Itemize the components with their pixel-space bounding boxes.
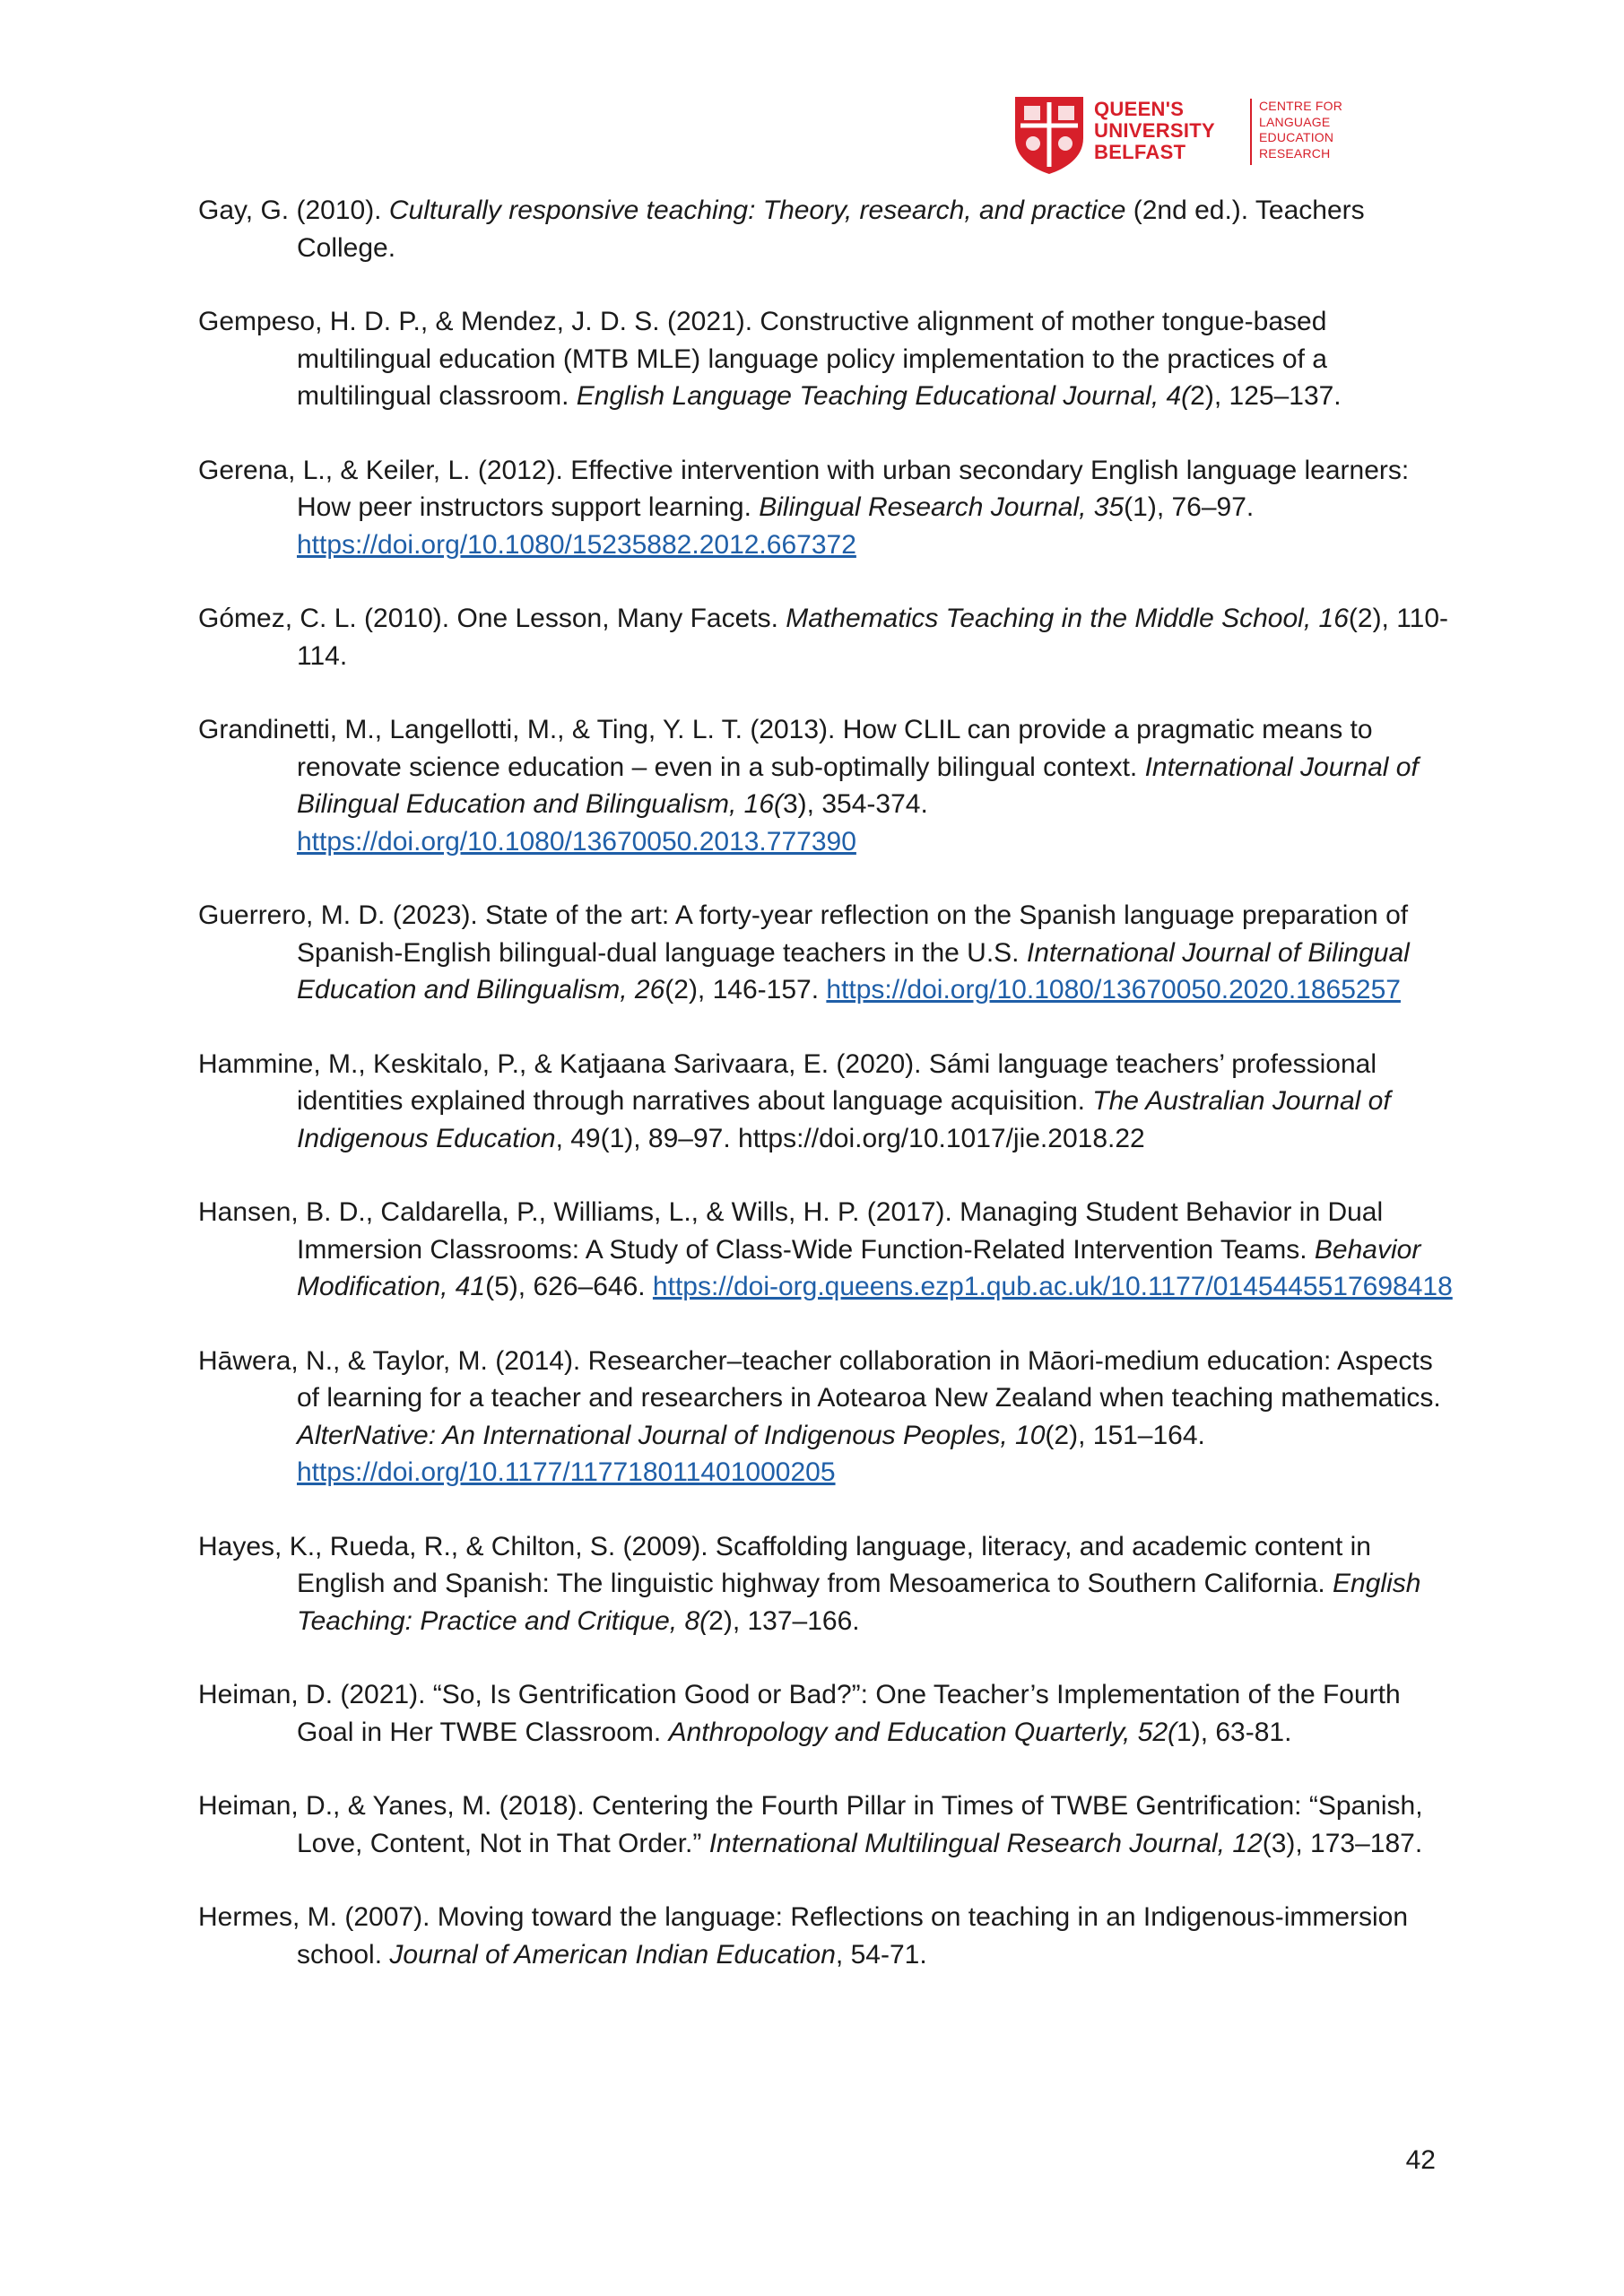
reference-source: Mathematics Teaching in the Middle School, 16 — [786, 604, 1349, 633]
university-name-line: UNIVERSITY — [1094, 119, 1216, 142]
university-name-line: QUEEN'S — [1094, 98, 1185, 120]
reference-entry — [198, 1194, 1454, 1306]
centre-name-line: LANGUAGE — [1259, 114, 1331, 129]
reference-entry — [198, 1787, 1454, 1862]
reference-details: (2nd ed.). Teachers College. — [297, 196, 1365, 263]
reference-details: 3), 354-374. — [783, 789, 928, 819]
crest-icon — [1012, 93, 1087, 176]
centre-name-line: CENTRE FOR — [1259, 99, 1342, 113]
reference-text: Hammine, M., Keskitalo, P., & Katjaana Sarivaara, E. (2020). Sámi language teachers’ professional identities explained through narratives about language acquisition. — [198, 1048, 1377, 1116]
reference-text: Grandinetti, M., Langellotti, M., & Ting, Y. L. T. (2013). How CLIL can provide a pragmatic means to renovate science education – even in a sub-optimally bilingual context. — [198, 715, 1373, 782]
reference-source: International Journal of Bilingual Education and Bilingualism, 16( — [297, 752, 1419, 819]
reference-details: 2), 137–166. — [708, 1605, 860, 1636]
doi-link[interactable]: https://doi.org/10.1177/117718011401000205 — [297, 1457, 836, 1487]
reference-entry — [198, 452, 1454, 564]
reference-details: (2), 110-114. — [297, 604, 1449, 671]
reference-source: Culturally responsive teaching: Theory, research, and practice — [388, 196, 1126, 225]
university-name-line: BELFAST — [1094, 141, 1186, 163]
reference-details: (2), 151–164. — [1045, 1420, 1205, 1450]
reference-text: Heiman, D., & Yanes, M. (2018). Centering the Fourth Pillar in Times of TWBE Gentrification: “Spanish, Love, Content, Not in That Order.” — [198, 1791, 1423, 1858]
reference-details: 2), 125–137. — [1190, 381, 1342, 411]
reference-entry — [198, 600, 1454, 674]
reference-source: Journal of American Indian Education — [389, 1939, 836, 1970]
reference-details: (5), 626–646. — [485, 1272, 653, 1301]
doi-link[interactable]: https://doi.org/10.1080/13670050.2020.1865257 — [826, 975, 1401, 1004]
reference-entry — [198, 192, 1454, 266]
reference-details: (3), 173–187. — [1262, 1828, 1423, 1858]
reference-source: English Teaching: Practice and Critique, 8( — [297, 1569, 1421, 1636]
reference-text: Guerrero, M. D. (2023). State of the art: A forty-year reflection on the Spanish language preparation of Spanish-English bilingual-dual language teachers in the U.S. — [198, 900, 1409, 968]
reference-entry — [198, 1676, 1454, 1751]
reference-source: Behavior Modification, 41 — [297, 1234, 1421, 1301]
reference-entry — [198, 1343, 1454, 1492]
reference-details: , 54-71. — [835, 1939, 927, 1970]
reference-text: Gay, G. (2010). — [198, 196, 389, 225]
reference-text: Gómez, C. L. (2010). One Lesson, Many Facets. — [198, 604, 786, 633]
university-name — [1094, 99, 1246, 163]
reference-details: (1), 76–97. — [1124, 492, 1255, 522]
reference-details: (2), 146-157. — [664, 975, 820, 1004]
reference-source: AlterNative: An International Journal of Indigenous Peoples, 10 — [297, 1420, 1046, 1450]
centre-name — [1259, 99, 1358, 161]
reference-source: Bilingual Research Journal, 35 — [759, 492, 1125, 522]
reference-source: Anthropology and Education Quarterly, 52( — [668, 1717, 1177, 1747]
reference-text: Hansen, B. D., Caldarella, P., Williams, L., & Wills, H. P. (2017). Managing Student Behavior in Dual Immersion Classrooms: A Study of Class-Wide Function-Related Intervention Teams. — [198, 1197, 1384, 1265]
reference-source: English Language Teaching Educational Journal, 4( — [576, 381, 1191, 411]
reference-entry — [198, 303, 1454, 415]
reference-source: The Australian Journal of Indigenous Education — [297, 1086, 1391, 1153]
reference-entry — [198, 711, 1454, 860]
reference-entry — [198, 897, 1454, 1009]
university-logo — [1012, 93, 1352, 176]
reference-entry — [198, 1528, 1454, 1640]
doi-link[interactable]: https://doi.org/10.1080/15235882.2012.667372 — [297, 529, 856, 560]
logo-divider — [1250, 99, 1252, 165]
doi-link[interactable]: https://doi.org/10.1080/13670050.2013.777390 — [297, 826, 856, 857]
reference-text: Hāwera, N., & Taylor, M. (2014). Researcher–teacher collaboration in Māori-medium education: Aspects of learning for a teacher and researchers in Aotearoa New Zealand when teaching mathematics. — [198, 1345, 1441, 1413]
reference-entry — [198, 1899, 1454, 1973]
reference-list — [198, 192, 1454, 2010]
reference-source: International Journal of Bilingual Education and Bilingualism, 26 — [297, 937, 1410, 1004]
reference-text: Hermes, M. (2007). Moving toward the language: Reflections on teaching in an Indigenous-immersion school. — [198, 1902, 1409, 1970]
doi-link[interactable]: https://doi-org.queens.ezp1.qub.ac.uk/10.1177/0145445517698418 — [652, 1272, 1453, 1301]
reference-details: 1), 63-81. — [1177, 1717, 1292, 1747]
page-number: 42 — [1405, 2145, 1436, 2175]
reference-entry — [198, 1046, 1454, 1158]
centre-name-line: RESEARCH — [1259, 145, 1331, 161]
reference-text: Heiman, D. (2021). “So, Is Gentrification Good or Bad?”: One Teacher’s Implementation of the Fourth Goal in Her TWBE Classroom. — [198, 1680, 1401, 1747]
reference-text: Gempeso, H. D. P., & Mendez, J. D. S. (2021). Constructive alignment of mother tongue-based multilingual education (MTB MLE) language policy implementation to the practices of a multilingual classroom. — [198, 307, 1327, 411]
reference-text: Hayes, K., Rueda, R., & Chilton, S. (2009). Scaffolding language, literacy, and academic content in English and Spanish: The linguistic highway from Mesoamerica to Southern California. — [198, 1531, 1371, 1598]
reference-details: , 49(1), 89–97. https://doi.org/10.1017/jie.2018.22 — [555, 1123, 1145, 1153]
reference-text: Gerena, L., & Keiler, L. (2012). Effective intervention with urban secondary English language learners: How peer instructors support learning. — [198, 455, 1410, 522]
reference-source: International Multilingual Research Journal, 12 — [708, 1828, 1263, 1858]
centre-name-line: EDUCATION — [1259, 130, 1334, 144]
